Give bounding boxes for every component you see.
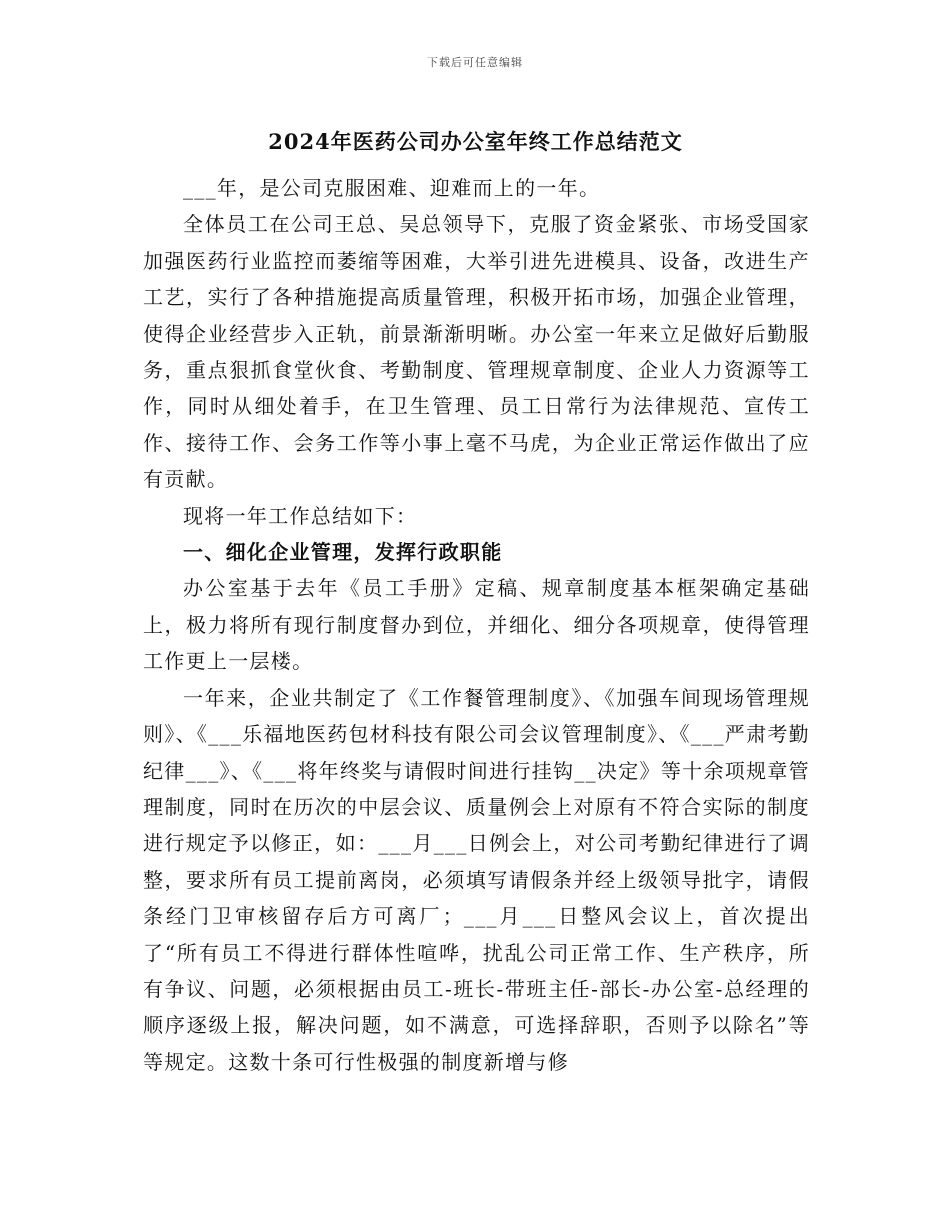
section-heading-1: 一、细化企业管理，发挥行政职能 <box>183 540 503 565</box>
paragraph-overview: 全体员工在公司王总、吴总领导下，克服了资金紧张、市场受国家加强医药行业监控而萎缩等困难，大举引进先进模具、设备，改进生产工艺，实行了各种措施提高质量管理，积极开拓市场，加强企业管理，使得企业经营步入正轨，前景渐渐明晰。办公室一年来立足做好后勤服务，重点狠抓食堂伙食、考勤制度、管理规章制度、企业人力资源等工作，同时从细处着手，在卫生管理、员工日常行为法律规范、宣传工作、接待工作、会务工作等小事上毫不马虎，为企业正常运作做出了应有贡献。 <box>143 212 810 492</box>
paragraph-section1-b: 一年来，企业共制定了《工作餐管理制度》、《加强车间现场管理规则》、《___乐福地医药包材科技有限公司会议管理制度》、《___严肃考勤纪律___》、《___将年终奖与请假时间进行挂钩__决定》等十余项规章管理制度，同时在历次的中层会议、质量例会上对原有不符合实际的制度进行规定予以修正，如：___月___日例会上，对公司考勤纪律进行了调整，要求所有员工提前离岗，必须填写请假条并经上级领导批字，请假条经门卫审核留存后方可离厂；___月___日整风会议上，首次提出了“所有员工不得进行群体性喧哗，扰乱公司正常工作、生产秩序，所有争议、问题，必须根据由员工-班长-带班主任-部长-办公室-总经理的顺序逐级上报，解决问题，如不满意，可选择辞职，否则予以除名”等等规定。这数十条可行性极强的制度新增与修 <box>143 685 810 1074</box>
header-note: 下载后可任意编辑 <box>427 56 523 69</box>
document-title: 2024年医药公司办公室年终工作总结范文 <box>268 129 683 154</box>
paragraph-summary-lead: 现将一年工作总结如下： <box>183 503 418 528</box>
paragraph-intro: ___年，是公司克服困难、迎难而上的一年。 <box>183 176 601 200</box>
paragraph-section1-a: 办公室基于去年《员工手册》定稿、规章制度基本框架确定基础上，极力将所有现行制度督办到位，并细化、细分各项规章，使得管理工作更上一层楼。 <box>143 576 810 674</box>
document-body <box>143 170 810 1080</box>
